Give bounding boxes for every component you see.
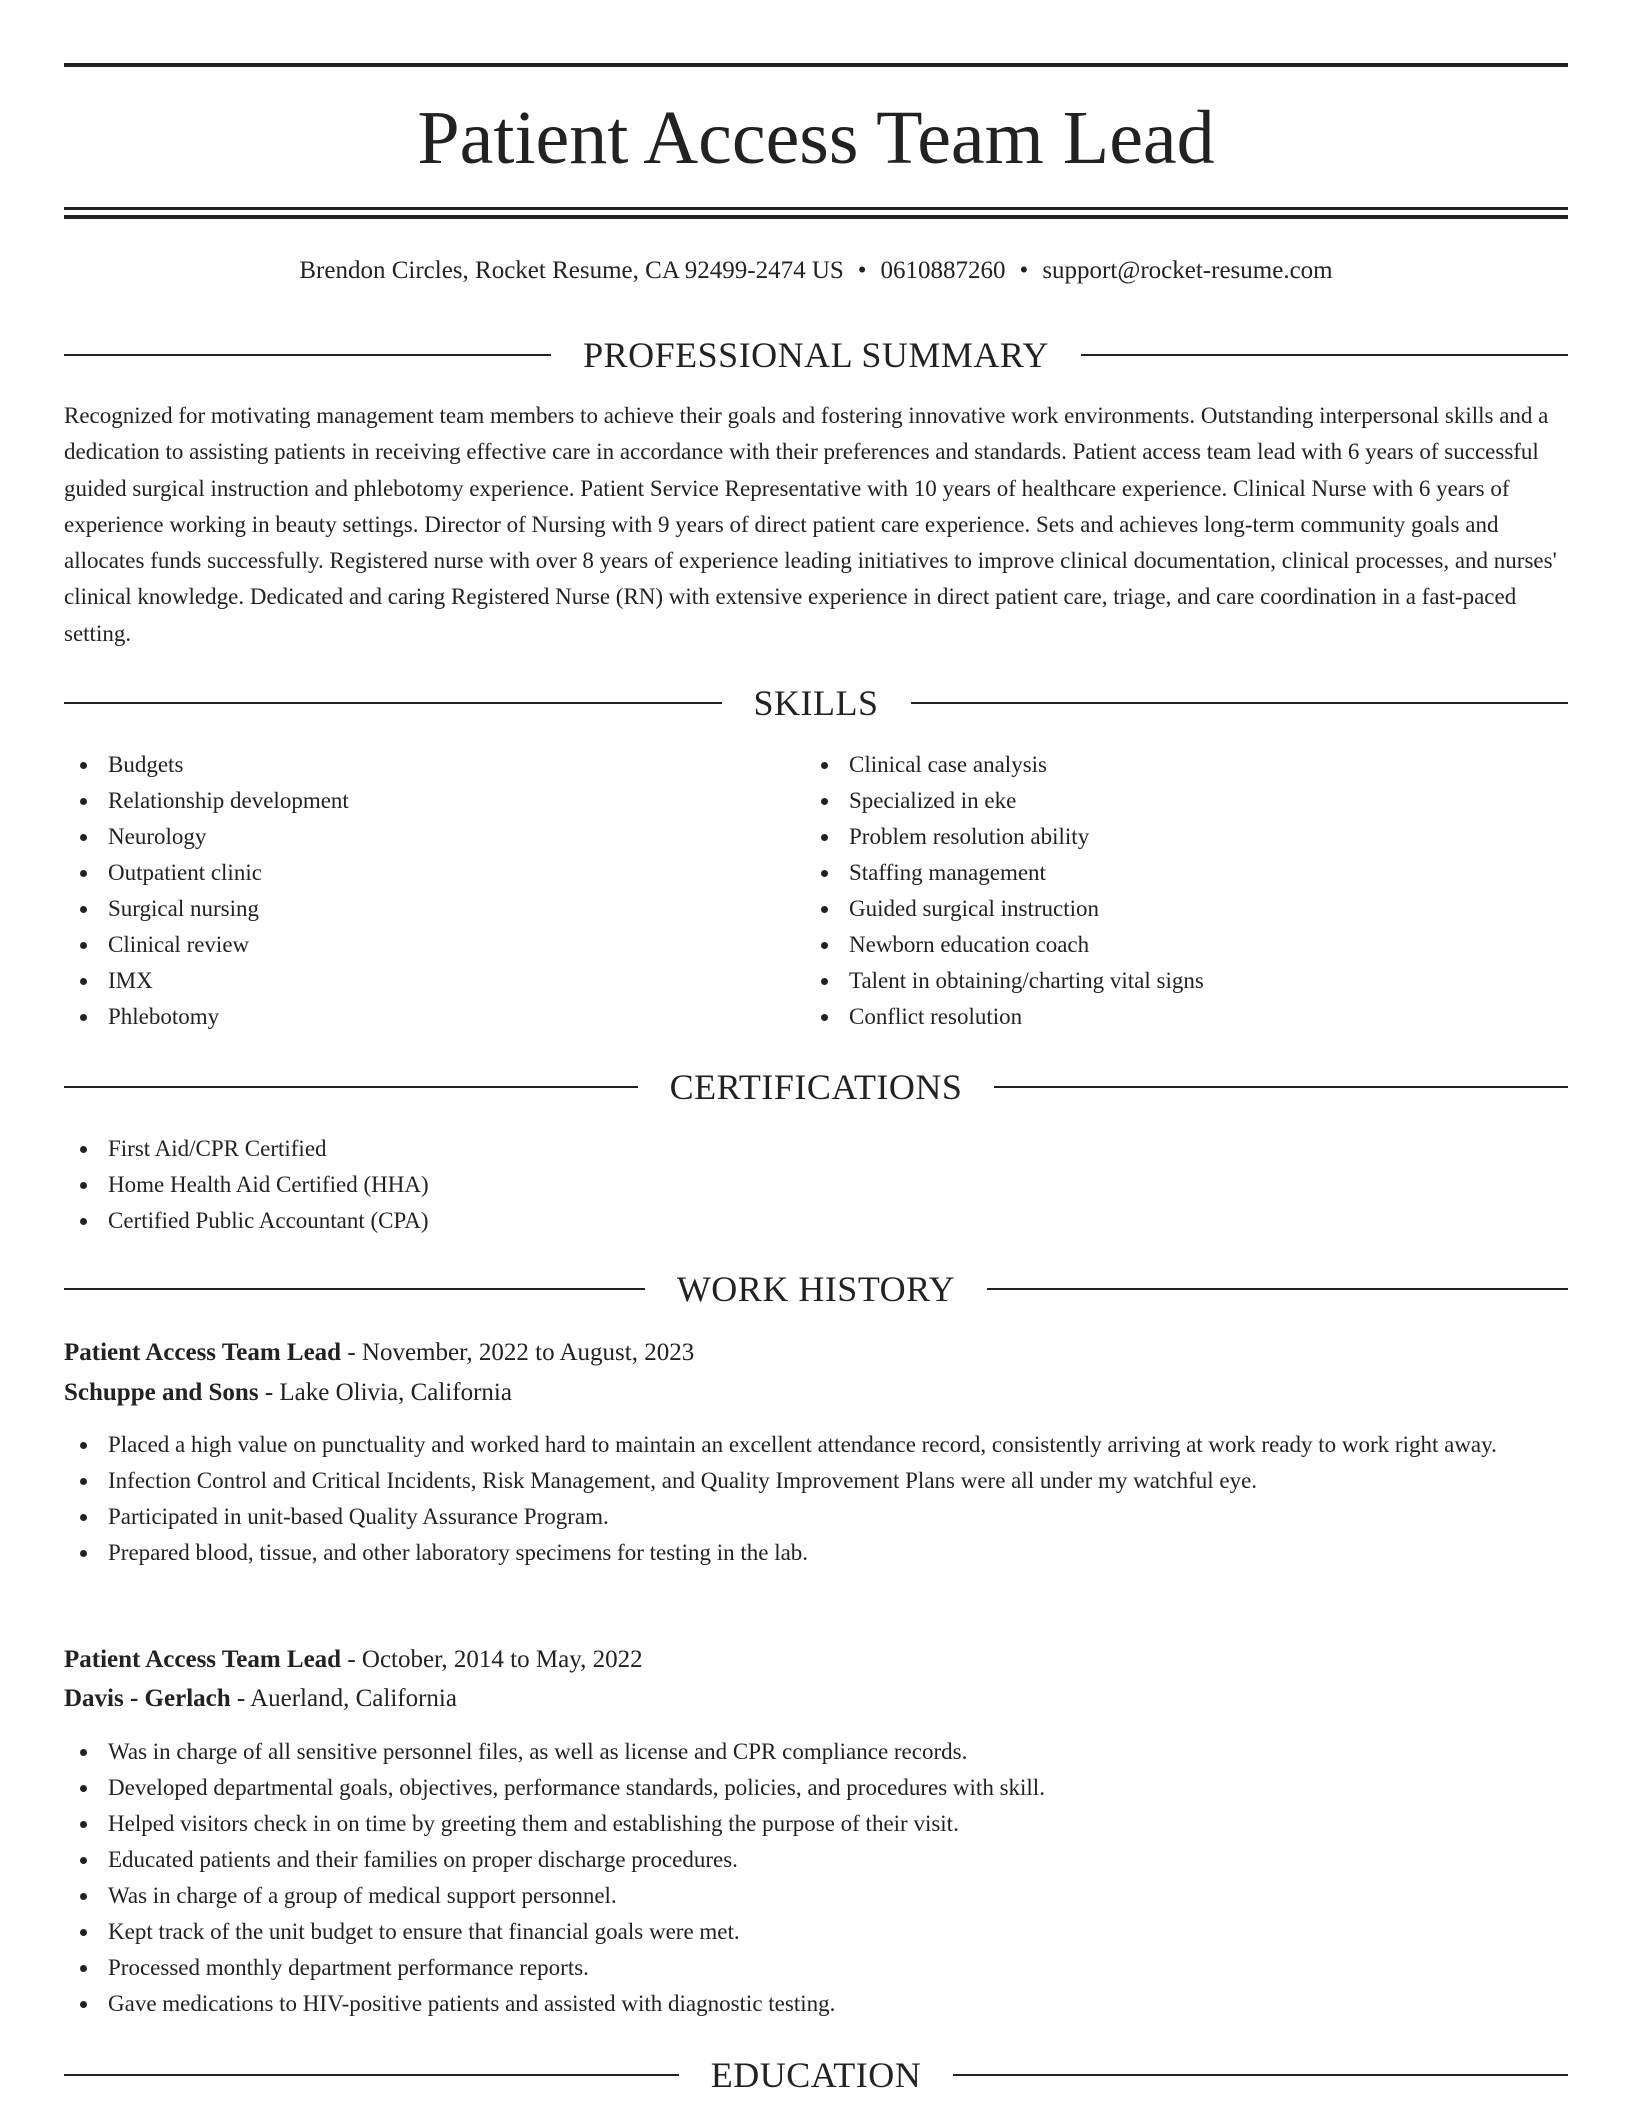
summary-heading (64, 332, 1568, 378)
heading-rule-left (64, 354, 551, 356)
skill-item: Problem resolution ability (805, 819, 1545, 855)
certification-item: Home Health Aid Certified (HHA) (64, 1167, 1568, 1203)
job-duty-item: Infection Control and Critical Incidents, Risk Management, and Quality Improvement Plans were all under my watchful eye. (64, 1463, 1568, 1499)
job-company-line (64, 1375, 1568, 1411)
skill-item: Specialized in eke (805, 783, 1545, 819)
heading-rule-left (64, 2074, 679, 2076)
job-duty-item: Helped visitors check in on time by greeting them and establishing the purpose of their visit. (64, 1806, 1568, 1842)
skill-item: Clinical case analysis (805, 747, 1545, 783)
job-location: - Lake Olivia, California (258, 1379, 512, 1406)
job-duty-item: Gave medications to HIV-positive patients and assisted with diagnostic testing. (64, 1986, 1568, 2022)
skill-item: Budgets (64, 747, 804, 783)
job-duties (64, 1734, 1568, 2022)
contact-line (64, 255, 1568, 287)
job-location: - Auerland, California (230, 1685, 457, 1712)
skills-list-right (805, 747, 1545, 1035)
heading-rule-left (64, 702, 722, 704)
job-dates: - November, 2022 to August, 2023 (341, 1339, 695, 1366)
contact-separator: • (857, 257, 867, 284)
skill-item: Clinical review (64, 927, 804, 963)
heading-rule-left (64, 1288, 645, 1290)
certifications-heading (64, 1064, 1568, 1110)
job-duty-item: Kept track of the unit budget to ensure that financial goals were met. (64, 1914, 1568, 1950)
job-duty-item: Participated in unit-based Quality Assurance Program. (64, 1499, 1568, 1535)
certification-item: Certified Public Accountant (CPA) (64, 1203, 1568, 1239)
job-title: Patient Access Team Lead (64, 1646, 342, 1673)
contact-separator: • (1019, 257, 1029, 284)
education-heading (64, 2052, 1568, 2098)
skill-item: IMX (64, 963, 804, 999)
job-company-line (64, 1681, 1568, 1717)
top-rule (64, 63, 1568, 67)
skills-heading (64, 680, 1568, 726)
certification-item: First Aid/CPR Certified (64, 1131, 1568, 1167)
job-title-line (64, 1642, 1568, 1678)
skills-column-right (805, 747, 1545, 1035)
job-dates: - October, 2014 to May, 2022 (341, 1646, 643, 1673)
resume-title: Patient Access Team Lead (417, 96, 1215, 180)
heading-rule-right (1081, 354, 1568, 356)
heading-rule-right (994, 1086, 1568, 1088)
contact-phone: 0610887260 (880, 257, 1006, 284)
summary-text: Recognized for motivating management team members to achieve their goals and fostering innovative work environments. Outstanding interpersonal skills and a dedication to assisting patients in receiving effective care in accordance with their preferences and standards. Patient access team lead with 6 years of successful guided surgical instruction and phlebotomy experience. Patient Service Representative with 10 years of healthcare experience. Clinical Nurse with 6 years of experience working in beauty settings. Director of Nursing with 9 years of direct patient care experience. Sets and achieves long-term community goals and allocates funds successfully. Registered nurse with over 8 years of experience leading initiatives to improve clinical documentation, clinical processes, and nurses' clinical knowledge. Dedicated and caring Registered Nurse (RN) with extensive experience in direct patient care, triage, and care coordination in a fast-paced setting. (64, 403, 1557, 646)
job-duties-list (64, 1734, 1568, 2022)
education-heading-label: EDUCATION (710, 2055, 922, 2095)
heading-rule-right (911, 702, 1569, 704)
job-duty-item: Was in charge of all sensitive personnel files, as well as license and CPR compliance records. (64, 1734, 1568, 1770)
skill-item: Outpatient clinic (64, 855, 804, 891)
skill-item: Surgical nursing (64, 891, 804, 927)
skills-list-left (64, 747, 804, 1035)
skills-heading-label: SKILLS (753, 683, 879, 723)
skills-column-left (64, 747, 804, 1035)
heading-rule-right (987, 1288, 1568, 1290)
summary-heading-label: PROFESSIONAL SUMMARY (583, 335, 1049, 375)
skill-item: Staffing management (805, 855, 1545, 891)
heading-rule-left (64, 1086, 638, 1088)
skill-item: Relationship development (64, 783, 804, 819)
title-rule-lower (64, 215, 1568, 219)
skill-item: Conflict resolution (805, 999, 1545, 1035)
certifications-heading-label: CERTIFICATIONS (669, 1067, 963, 1107)
job-title-line (64, 1335, 1568, 1371)
job-duty-item: Was in charge of a group of medical support personnel. (64, 1878, 1568, 1914)
job-duty-item: Educated patients and their families on proper discharge procedures. (64, 1842, 1568, 1878)
certifications-list (64, 1131, 1568, 1239)
job-company: Davis - Gerlach (64, 1685, 231, 1712)
heading-rule-right (953, 2074, 1568, 2076)
work-history-heading (64, 1266, 1568, 1312)
skill-item: Neurology (64, 819, 804, 855)
job-title: Patient Access Team Lead (64, 1339, 342, 1366)
skill-item: Guided surgical instruction (805, 891, 1545, 927)
contact-email: support@rocket-resume.com (1042, 257, 1333, 284)
contact-address: Brendon Circles, Rocket Resume, CA 92499-2474 US (299, 257, 844, 284)
skill-item: Talent in obtaining/charting vital signs (805, 963, 1545, 999)
skill-item: Phlebotomy (64, 999, 804, 1035)
job-duties (64, 1427, 1568, 1571)
job-duty-item: Developed departmental goals, objectives, performance standards, policies, and procedures with skill. (64, 1770, 1568, 1806)
job-duty-item: Prepared blood, tissue, and other laboratory specimens for testing in the lab. (64, 1535, 1568, 1571)
job-company: Schuppe and Sons (64, 1379, 259, 1406)
job-duty-item: Processed monthly department performance reports. (64, 1950, 1568, 1986)
certifications-list-wrap (64, 1131, 1568, 1239)
job-duties-list (64, 1427, 1568, 1571)
work-history-heading-label: WORK HISTORY (676, 1269, 956, 1309)
skill-item: Newborn education coach (805, 927, 1545, 963)
job-duty-item: Placed a high value on punctuality and worked hard to maintain an excellent attendance record, consistently arriving at work ready to work right away. (64, 1427, 1568, 1463)
title-rule-upper (64, 207, 1568, 210)
